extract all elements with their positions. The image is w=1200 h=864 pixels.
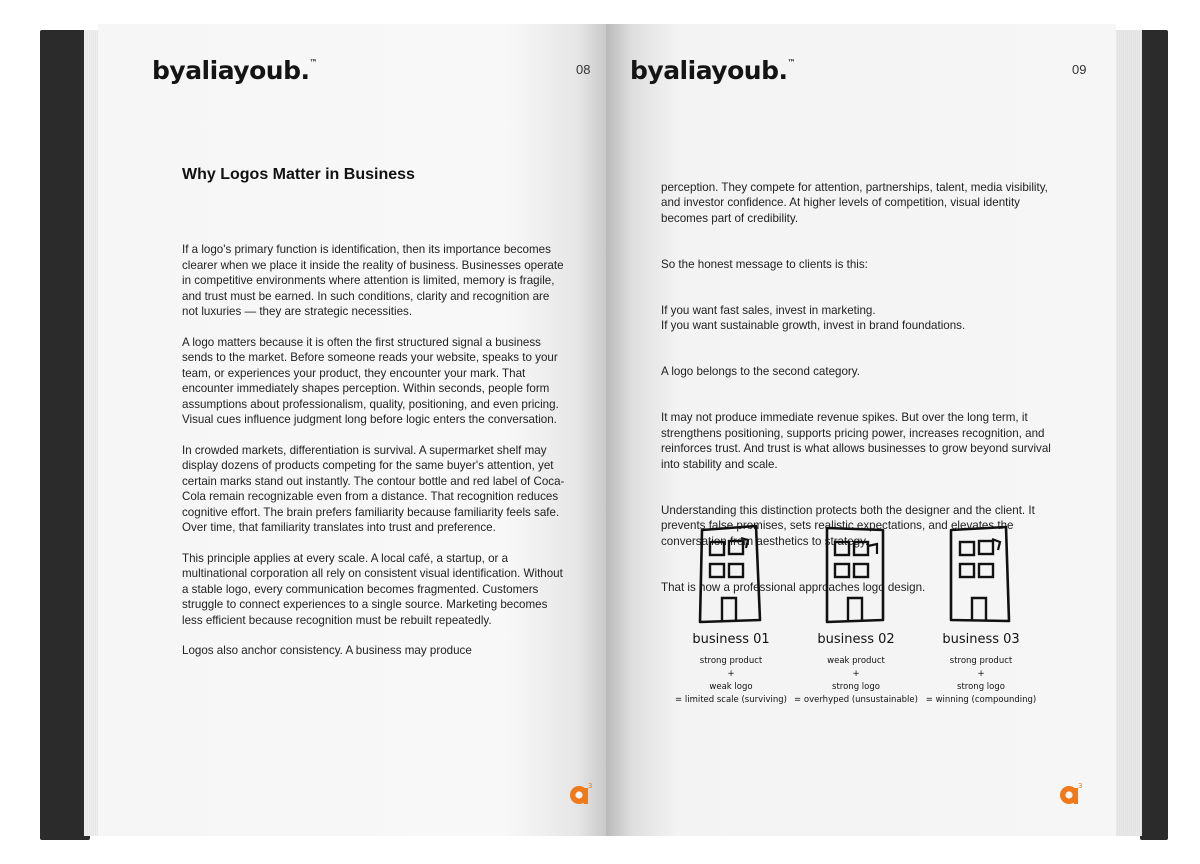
right-page [606, 24, 1116, 836]
paragraph: It may not produce immediate revenue spikes. But over the long term, it strengthens positioning, supports pricing power, increases recognition, and reinforces trust. And trust is what allows businesses to grow beyond survival into stability and scale. [661, 411, 1051, 471]
business-card [666, 524, 796, 707]
paragraph: Logos also anchor consistency. A business may produce [182, 644, 472, 657]
business-name: business 03 [942, 632, 1020, 647]
paragraph: If a logo's primary function is identification, then its importance becomes clearer when we place it inside the reality of business. Businesses operate in competitive environments where attention is limited, memory is fragile, and trust must be earned. In such conditions, clarity and recognition are not luxuries — they are strategic necessities. [182, 243, 564, 318]
building-sketch-icon [696, 524, 766, 624]
business-card [916, 524, 1046, 707]
book-cover-left [40, 30, 90, 840]
business-formula: strong product + weak logo = limited scale (surviving) [675, 656, 787, 705]
paragraph: This principle applies at every scale. A local café, a startup, or a multinational corporation all rely on consistent visual identification. Without a stable logo, every communication becomes fragmented. Customers struggle to connect experiences to a single source. Marketing becomes less efficient because recognition must be rebuilt repeatedly. [182, 551, 563, 627]
page-number: 08 [576, 62, 591, 77]
paragraph: In crowded markets, differentiation is survival. A supermarket shelf may display dozens of products competing for the same buyer's attention, yet certain marks stand out instantly. The contour bottle and red label of Coca-Cola remain recognizable even from a distance. That recognition reduces cognitive effort. The brain prefers familiarity because familiarity feels safe. Over time, that familiarity translates into trust and preference. [182, 443, 565, 534]
business-formula: weak product + strong logo = overhyped (unsustainable) [794, 656, 918, 705]
paragraph: perception. They compete for attention, partnerships, talent, media visibility, and investor confidence. At higher levels of competition, visual identity becomes part of credibility. [661, 180, 1048, 225]
building-sketch-icon [821, 524, 891, 624]
brand-logo: byaliayoub.™ [630, 56, 795, 85]
page-edges-right [1112, 30, 1142, 836]
paragraph: That is how a professional approaches logo design. [661, 580, 926, 594]
paragraph: If you want fast sales, invest in marketing. If you want sustainable growth, invest in brand foundations. [661, 303, 966, 332]
business-comparison-sketches [666, 524, 1066, 734]
business-name: business 01 [692, 632, 770, 647]
a3-logo-icon [1058, 780, 1084, 806]
business-name: business 02 [817, 632, 895, 647]
building-sketch-icon [946, 524, 1016, 624]
brand-logo: byaliayoub.™ [152, 56, 317, 85]
a3-logo-icon [568, 780, 594, 806]
svg-text:3: 3 [1078, 782, 1083, 790]
paragraph: A logo belongs to the second category. [661, 365, 860, 378]
business-card [791, 524, 921, 707]
book-cover-right [1140, 30, 1168, 840]
page-number: 09 [1072, 62, 1087, 77]
paragraph: Understanding this distinction protects both the designer and the client. It prevents false promises, sets realistic expectations, and elevates the conversation from aesthetics to strategy. [661, 503, 1035, 548]
left-page [98, 24, 608, 836]
page-title: Why Logos Matter in Business [182, 166, 415, 183]
left-body-text [182, 242, 567, 674]
paragraph: A logo matters because it is often the first structured signal a business sends to the market. Before someone reads your website, speaks to your team, or experiences your product, they encounter your mark. That encounter immediately shapes perception. Within seconds, people form assumptions about professionalism, quality, positioning, and even pricing. Visual cues influence judgment long before logic enters the conversation. [182, 335, 559, 426]
svg-text:3: 3 [588, 782, 593, 790]
paragraph: So the honest message to clients is this: [661, 257, 868, 271]
business-formula: strong product + strong logo = winning (compounding) [925, 656, 1037, 705]
